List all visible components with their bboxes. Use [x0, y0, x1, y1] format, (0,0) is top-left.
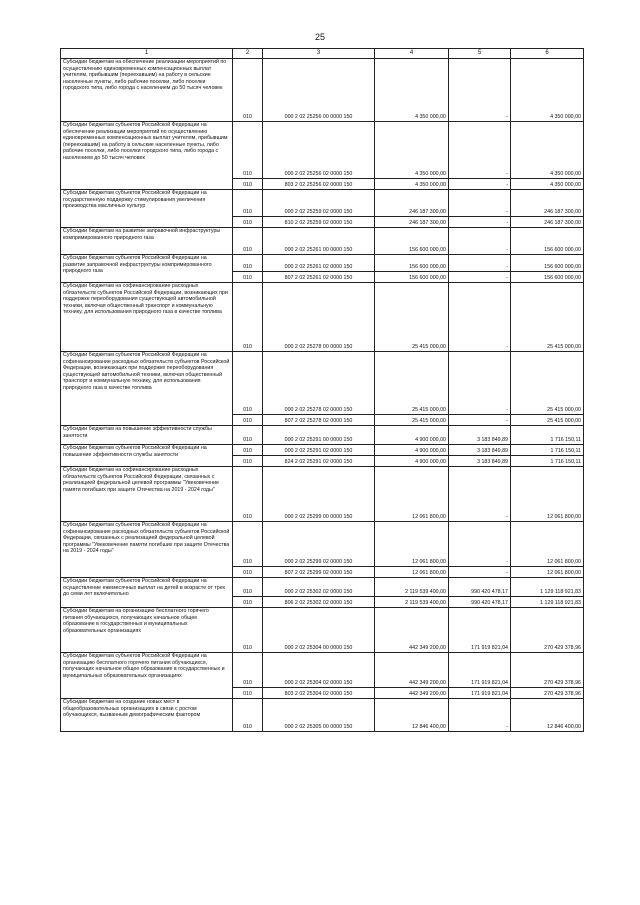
cell-c4: 12 061 800,00	[375, 522, 449, 567]
row-name-cell: Субсидии бюджетам субъектов Российской Федерации на повышение эффективности службы занятости	[61, 445, 233, 467]
cell-c6: 156 600 000,00	[511, 255, 584, 272]
cell-c2: 010	[233, 217, 263, 228]
cell-c4: 25 415 000,00	[375, 352, 449, 415]
budget-revenue-table	[60, 48, 584, 732]
cell-c5: -	[449, 567, 511, 578]
cell-c3: 000 2 02 25261 00 0000 150	[263, 228, 375, 255]
cell-c6: 156 600 000,00	[511, 272, 584, 283]
cell-c5: 171 919 821,04	[449, 608, 511, 653]
cell-c4: 442 349 200,00	[375, 653, 449, 688]
row-name-cell: Субсидии бюджетам субъектов Российской Федерации на развитие заправочной инфраструктуры компримированного природного газа	[61, 255, 233, 283]
cell-c5: -	[449, 415, 511, 426]
table-row	[61, 653, 584, 688]
table-row	[61, 283, 584, 352]
cell-c5: -	[449, 179, 511, 190]
cell-c4: 442 349 200,00	[375, 608, 449, 653]
cell-c6: 1 716 150,11	[511, 445, 584, 456]
cell-c4: 12 061 800,00	[375, 567, 449, 578]
cell-c5: 3 183 849,89	[449, 445, 511, 456]
cell-c3: 807 2 02 25278 02 0000 150	[263, 415, 375, 426]
cell-c2: 010	[233, 699, 263, 732]
cell-c6: 4 350 000,00	[511, 59, 584, 122]
cell-c2: 010	[233, 597, 263, 608]
cell-c6: 12 846 400,00	[511, 699, 584, 732]
cell-c5: -	[449, 352, 511, 415]
cell-c6: 4 350 000,00	[511, 122, 584, 179]
row-name-cell: Субсидии бюджетам на софинансирование расходных обязательств субъектов Российской Федерации, возникающих при поддержке переоборудования существующей автомобильной техники, включая общественный транспорт и коммунальную технику, для использования природного газа в качестве топлива	[61, 283, 233, 352]
cell-c6: 246 187 300,00	[511, 217, 584, 228]
cell-c3: 810 2 02 25259 02 0000 150	[263, 217, 375, 228]
cell-c4: 246 187 300,00	[375, 217, 449, 228]
cell-c2: 010	[233, 467, 263, 522]
table-row	[61, 255, 584, 272]
cell-c3: 807 2 02 25299 02 0000 150	[263, 567, 375, 578]
row-name-cell: Субсидии бюджетам на создание новых мест в общеобразовательных организациях в связи с ростом обучающихся, вызванным демографическим фактором	[61, 699, 233, 732]
cell-c2: 010	[233, 179, 263, 190]
row-name-cell: Субсидии бюджетам на обеспечение реализации мероприятий по осуществлению единовременных компенсационных выплат учителям, прибывшим (переехавшим) на работу в сельские населенные пункты, либо рабочие поселки, либо поселки городского типа, либо города с населением до 50 тысяч человек	[61, 59, 233, 122]
row-name-cell: Субсидии бюджетам на организацию бесплатного горячего питания обучающихся, получающих начальное общее образование в государственных и муниципальных образовательных организациях	[61, 608, 233, 653]
cell-c3: 000 2 02 25256 02 0000 150	[263, 122, 375, 179]
cell-c2: 010	[233, 190, 263, 217]
cell-c2: 010	[233, 415, 263, 426]
cell-c4: 12 846 400,00	[375, 699, 449, 732]
table-row	[61, 122, 584, 179]
cell-c6: 1 716 150,11	[511, 456, 584, 467]
table-row	[61, 699, 584, 732]
cell-c5: 3 183 849,89	[449, 426, 511, 445]
cell-c4: 2 119 539 400,00	[375, 578, 449, 597]
table-row	[61, 467, 584, 522]
row-name-cell: Субсидии бюджетам субъектов Российской Федерации на софинансирование расходных обязательств субъектов Российской Федерации, возникающих при поддержке переоборудования существующей автомобильной техники, включая общественный транспорт и коммунальную технику, для использования природного газа в качестве топлива	[61, 352, 233, 426]
cell-c3: 000 2 02 25278 02 0000 150	[263, 352, 375, 415]
cell-c6: 156 600 000,00	[511, 228, 584, 255]
col-header-3: 3	[263, 49, 375, 59]
cell-c4: 4 350 000,00	[375, 59, 449, 122]
col-header-2: 2	[233, 49, 263, 59]
cell-c3: 000 2 02 25278 00 0000 150	[263, 283, 375, 352]
cell-c6: 12 061 800,00	[511, 467, 584, 522]
cell-c4: 4 900 000,00	[375, 456, 449, 467]
cell-c3: 000 2 02 25256 00 0000 150	[263, 59, 375, 122]
row-name-cell: Субсидии бюджетам субъектов Российской Федерации на государственную поддержку стимулирования увеличения производства масличных культур	[61, 190, 233, 228]
cell-c2: 010	[233, 122, 263, 179]
cell-c4: 12 061 800,00	[375, 467, 449, 522]
table-row	[61, 522, 584, 567]
cell-c2: 010	[233, 255, 263, 272]
cell-c6: 270 429 378,96	[511, 608, 584, 653]
cell-c2: 010	[233, 283, 263, 352]
cell-c2: 010	[233, 608, 263, 653]
cell-c2: 010	[233, 456, 263, 467]
cell-c4: 25 415 000,00	[375, 415, 449, 426]
cell-c6: 270 429 378,96	[511, 688, 584, 699]
cell-c4: 156 600 000,00	[375, 228, 449, 255]
table-header-row	[61, 49, 584, 59]
table-body	[61, 59, 584, 732]
cell-c6: 1 129 118 921,83	[511, 597, 584, 608]
cell-c2: 010	[233, 522, 263, 567]
cell-c4: 4 900 000,00	[375, 445, 449, 456]
cell-c3: 000 2 02 25261 02 0000 150	[263, 255, 375, 272]
cell-c5: -	[449, 255, 511, 272]
cell-c4: 156 600 000,00	[375, 255, 449, 272]
cell-c2: 010	[233, 352, 263, 415]
cell-c5: -	[449, 699, 511, 732]
cell-c3: 000 2 02 25291 00 0000 150	[263, 426, 375, 445]
cell-c3: 000 2 02 25259 02 0000 150	[263, 190, 375, 217]
cell-c3: 000 2 02 25299 02 0000 150	[263, 522, 375, 567]
cell-c3: 803 2 02 25304 02 0000 150	[263, 688, 375, 699]
row-name-cell: Субсидии бюджетам субъектов Российской Федерации на обеспечение реализации мероприятий по осуществлению единовременных компенсационных выплат учителям, прибывшим (переехавшим) на работу в сельские населенные пункты, либо рабочие поселки, либо поселки городского типа, либо города с населением до 50 тысяч человек	[61, 122, 233, 190]
cell-c4: 4 350 000,00	[375, 179, 449, 190]
row-name-cell: Субсидии бюджетам на развитие заправочной инфраструктуры компримированного природного газа	[61, 228, 233, 255]
cell-c6: 25 415 000,00	[511, 283, 584, 352]
cell-c6: 25 415 000,00	[511, 415, 584, 426]
col-header-5: 5	[449, 49, 511, 59]
table-row	[61, 578, 584, 597]
cell-c2: 010	[233, 426, 263, 445]
cell-c4: 442 349 200,00	[375, 688, 449, 699]
cell-c5: -	[449, 217, 511, 228]
cell-c6: 1 129 118 921,83	[511, 578, 584, 597]
row-name-cell: Субсидии бюджетам субъектов Российской Федерации на софинансирование расходных обязательств субъектов Российской Федерации, связанных с реализацией федеральной целевой программы "Увековечение памяти погибших при защите Отечества на 2019 - 2024 годы"	[61, 522, 233, 578]
cell-c5: -	[449, 190, 511, 217]
row-name-cell: Субсидии бюджетам на повышение эффективности службы занятости	[61, 426, 233, 445]
cell-c2: 010	[233, 228, 263, 255]
cell-c5: -	[449, 522, 511, 567]
cell-c2: 010	[233, 272, 263, 283]
cell-c2: 010	[233, 688, 263, 699]
table-row	[61, 352, 584, 415]
cell-c5: 990 420 478,17	[449, 578, 511, 597]
cell-c2: 010	[233, 59, 263, 122]
cell-c3: 000 2 02 25302 02 0000 150	[263, 578, 375, 597]
cell-c6: 4 350 000,00	[511, 179, 584, 190]
cell-c3: 806 2 02 25302 02 0000 150	[263, 597, 375, 608]
cell-c6: 270 429 378,96	[511, 653, 584, 688]
page-number: 25	[314, 32, 325, 42]
cell-c5: -	[449, 122, 511, 179]
cell-c5: -	[449, 467, 511, 522]
table-row	[61, 228, 584, 255]
cell-c3: 000 2 02 25291 02 0000 150	[263, 445, 375, 456]
table-row	[61, 445, 584, 456]
cell-c5: -	[449, 59, 511, 122]
cell-c2: 010	[233, 653, 263, 688]
table-row	[61, 59, 584, 122]
cell-c6: 12 061 800,00	[511, 522, 584, 567]
cell-c4: 156 600 000,00	[375, 272, 449, 283]
cell-c5: 3 183 849,89	[449, 456, 511, 467]
row-name-cell: Субсидии бюджетам субъектов Российской Федерации на организацию бесплатного горячего питания обучающихся, получающих начальное общее образование в государственных и муниципальных образовательных организациях	[61, 653, 233, 699]
col-header-6: 6	[511, 49, 584, 59]
row-name-cell: Субсидии бюджетам на софинансирование расходных обязательств субъектов Российской Федерации, связанных с реализацией федеральной целевой программы "Увековечение памяти погибших при защите Отечества на 2019 - 2024 годы"	[61, 467, 233, 522]
cell-c6: 25 415 000,00	[511, 352, 584, 415]
cell-c5: 990 420 478,17	[449, 597, 511, 608]
cell-c5: -	[449, 283, 511, 352]
cell-c3: 000 2 02 25299 00 0000 150	[263, 467, 375, 522]
row-name-cell: Субсидии бюджетам субъектов Российской Федерации на осуществление ежемесячных выплат на детей в возрасте от трех до семи лет включительно	[61, 578, 233, 608]
cell-c2: 010	[233, 445, 263, 456]
cell-c3: 824 2 02 25291 02 0000 150	[263, 456, 375, 467]
table-row	[61, 426, 584, 445]
cell-c4: 2 119 539 400,00	[375, 597, 449, 608]
cell-c5: -	[449, 228, 511, 255]
cell-c3: 807 2 02 25261 02 0000 150	[263, 272, 375, 283]
cell-c5: -	[449, 272, 511, 283]
cell-c6: 246 187 300,00	[511, 190, 584, 217]
cell-c3: 000 2 02 25304 02 0000 150	[263, 653, 375, 688]
cell-c3: 000 2 02 25305 00 0000 150	[263, 699, 375, 732]
cell-c5: 171 919 821,04	[449, 653, 511, 688]
cell-c4: 4 900 000,00	[375, 426, 449, 445]
cell-c4: 25 415 000,00	[375, 283, 449, 352]
cell-c3: 803 2 02 25256 02 0000 150	[263, 179, 375, 190]
table-row	[61, 190, 584, 217]
cell-c6: 1 716 150,11	[511, 426, 584, 445]
table-row	[61, 608, 584, 653]
cell-c3: 000 2 02 25304 00 0000 150	[263, 608, 375, 653]
cell-c2: 010	[233, 578, 263, 597]
col-header-1: 1	[61, 49, 233, 59]
cell-c5: 171 919 821,04	[449, 688, 511, 699]
cell-c4: 4 350 000,00	[375, 122, 449, 179]
col-header-4: 4	[375, 49, 449, 59]
cell-c4: 246 187 300,00	[375, 190, 449, 217]
cell-c6: 12 061 800,00	[511, 567, 584, 578]
cell-c2: 010	[233, 567, 263, 578]
